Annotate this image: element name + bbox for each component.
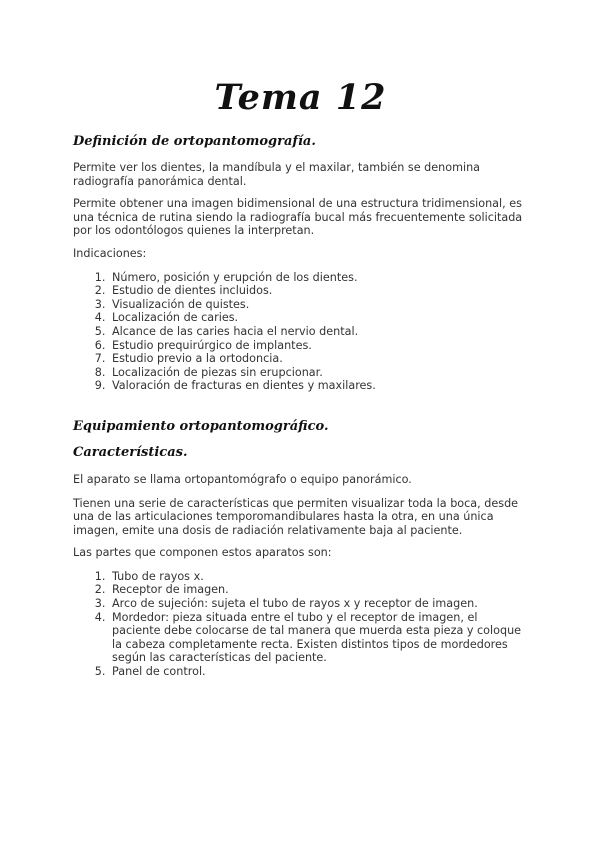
parts-label: Las partes que componen estos aparatos son: [73,546,332,560]
list-item: 3. Arco de sujeción: sujeta el tubo de rayos x y receptor de imagen. [109,597,528,611]
list-item: 5. Alcance de las caries hacia el nervio dental. [109,325,528,339]
list-item: 4. Localización de caries. [109,311,528,325]
list-item: 1. Número, posición y erupción de los dientes. [109,271,528,285]
equipment-heading: Equipamiento ortopantomográfico. [73,418,329,434]
definition-paragraph-2: Permite obtener una imagen bidimensional de una estructura tridimensional, es una técnica de rutina siendo la radiografía bucal más frecuentemente solicitada por los odontólogos quienes la interpretan. [73,197,523,238]
equipment-paragraph-2: Tienen una serie de características que permiten visualizar toda la boca, desde una de las articulaciones temporomandibulares hasta la otra, en una única imagen, emite una dosis de radiación relativamente baja al paciente. [73,496,519,537]
list-item: 7. Estudio previo a la ortodoncia. [109,352,528,366]
page-title: Tema 12 [214,77,387,118]
list-item: 2. Estudio de dientes incluidos. [109,284,528,298]
list-item: 8. Localización de piezas sin erupcionar. [109,366,528,380]
equipment-paragraph-1: El aparato se llama ortopantomógrafo o equipo panorámico. [73,472,412,486]
list-item: 3. Visualización de quistes. [109,298,528,312]
characteristics-heading: Características. [73,444,188,460]
list-item: 9. Valoración de fracturas en dientes y maxilares. [109,379,528,393]
list-item: 5. Panel de control. [109,665,528,679]
parts-list [73,570,528,679]
definition-heading: Definición de ortopantomografía. [73,134,316,149]
list-item: 1. Tubo de rayos x. [109,570,528,584]
definition-paragraph-1: Permite ver los dientes, la mandíbula y el maxilar, también se denomina radiografía panorámica dental. [73,161,481,188]
list-item: 6. Estudio prequirúrgico de implantes. [109,339,528,353]
indications-label: Indicaciones: [73,246,147,260]
list-item: 4. Mordedor: pieza situada entre el tubo y el receptor de imagen, el paciente debe colocarse de tal manera que muerda esta pieza y coloque la cabeza completamente recta. Existen distintos tipos de mordedores según las características del paciente. [109,611,528,665]
indications-list [73,271,528,393]
list-item: 2. Receptor de imagen. [109,583,528,597]
